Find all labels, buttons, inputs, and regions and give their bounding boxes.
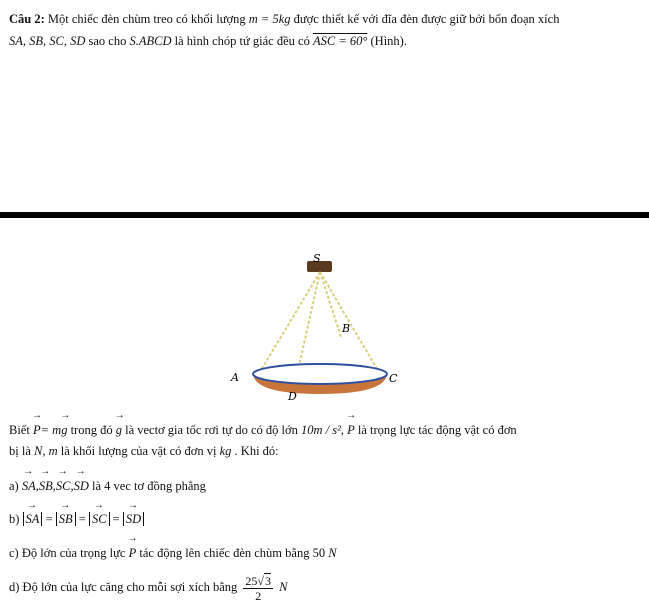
label-A: A <box>231 371 239 384</box>
given-line2-text-2: , <box>42 444 46 458</box>
label-B: B <box>342 322 351 335</box>
vector-P-c: → P <box>129 545 137 561</box>
angle-expression: ASC = 60° <box>312 34 368 48</box>
given-text-4: , <box>340 423 344 437</box>
given-line-2 <box>9 443 279 459</box>
vec-b-SC: → SC <box>92 512 107 526</box>
fraction-numerator: 25√3 <box>245 573 271 588</box>
option-c-label: c) <box>9 546 19 560</box>
given-eq: = m <box>40 423 62 437</box>
unit-kg: kg <box>219 444 232 458</box>
given-text-5: là trọng lực tác động vật có đơn <box>357 423 517 437</box>
option-b-label: b) <box>9 512 20 526</box>
given-line2-text-1: bị là <box>9 444 31 458</box>
given-line2-text-3: là khối lượng của vật có đơn vị <box>60 444 217 458</box>
option-c-value: 50 <box>312 546 326 560</box>
option-c-text-1: Độ lớn của trọng lực <box>21 546 126 560</box>
option-a: a) → SA,→ SB,→ SC,→ SD là 4 vec tơ đồng phẳng <box>9 478 206 494</box>
label-C: C <box>389 372 398 385</box>
unit-N: N <box>34 444 43 458</box>
option-a-label: a) <box>9 479 19 493</box>
question-line-1 <box>9 11 559 27</box>
symbol-m: m <box>48 444 58 458</box>
vector-P-2: → P <box>347 422 355 438</box>
vec-b-SB: → SB <box>59 512 73 526</box>
option-d-label: d) <box>9 580 20 594</box>
vec-SC: → SC <box>56 478 71 494</box>
intro-text: Một chiếc đèn chùm treo có khối lượng <box>47 12 246 26</box>
abs-SD <box>123 512 144 526</box>
option-c-unit: N <box>328 546 337 560</box>
vec-SD: → SD <box>74 478 89 494</box>
vec-b-SA: → SA <box>26 512 40 526</box>
abs-SC <box>89 512 110 526</box>
numerator-root: 3 <box>265 573 271 588</box>
abs-SA <box>23 512 43 526</box>
given-text-1: Biết <box>9 423 30 437</box>
vec-SB: → SB <box>39 478 53 494</box>
given-text-2: trong đó <box>70 423 113 437</box>
g-value: 10m / s² <box>300 423 341 437</box>
given-line2-text-4: . Khi đó: <box>234 444 279 458</box>
option-d-unit: N <box>279 580 288 594</box>
option-d-text: Độ lớn của lực căng cho mỗi sợi xích bằng <box>22 580 238 594</box>
given-text-3: là vectơ gia tốc rơi tự do có độ lớn <box>125 423 298 437</box>
vector-g: → g <box>61 422 67 438</box>
line2-text: sao cho <box>88 34 127 48</box>
question-number: Câu 2: <box>9 12 45 26</box>
chain-SA <box>258 272 320 375</box>
option-c <box>9 545 337 561</box>
mass-expression: m = 5kg <box>248 12 291 26</box>
chandelier-diagram <box>225 252 415 402</box>
option-d <box>9 572 287 603</box>
intro-text-2: được thiết kế với đĩa đèn được giữ bởi bốn đoạn xích <box>293 12 560 26</box>
numerator-coef: 25 <box>245 573 258 588</box>
section-divider <box>0 212 649 218</box>
tension-fraction <box>243 574 273 603</box>
given-line-1 <box>9 422 517 438</box>
label-D: D <box>288 390 297 402</box>
vec-SA: → SA <box>22 478 36 494</box>
question-line-2 <box>9 33 407 49</box>
vector-g-2: → g <box>116 422 122 438</box>
chandelier-figure <box>225 252 415 402</box>
abs-SB <box>56 512 76 526</box>
fraction-denominator: 2 <box>255 588 262 603</box>
label-S: S <box>313 252 321 265</box>
plate-rim <box>253 364 387 384</box>
line2-text-2: là hình chóp tứ giác đều có <box>174 34 310 48</box>
pyramid-name: S.ABCD <box>129 34 172 48</box>
chain-segments: SA, SB, SC, SD <box>9 34 86 48</box>
vec-b-SD: → SD <box>126 512 141 526</box>
chain-SB <box>320 272 341 337</box>
option-a-text: là 4 vec tơ đồng phẳng <box>92 479 206 493</box>
option-c-text-2: tác động lên chiếc đèn chùm bằng <box>139 546 310 560</box>
vector-P: → P <box>33 422 41 438</box>
line2-text-3: (Hình). <box>370 34 407 48</box>
option-b: b) → SA = → SB = → SC = → SD <box>9 511 144 527</box>
